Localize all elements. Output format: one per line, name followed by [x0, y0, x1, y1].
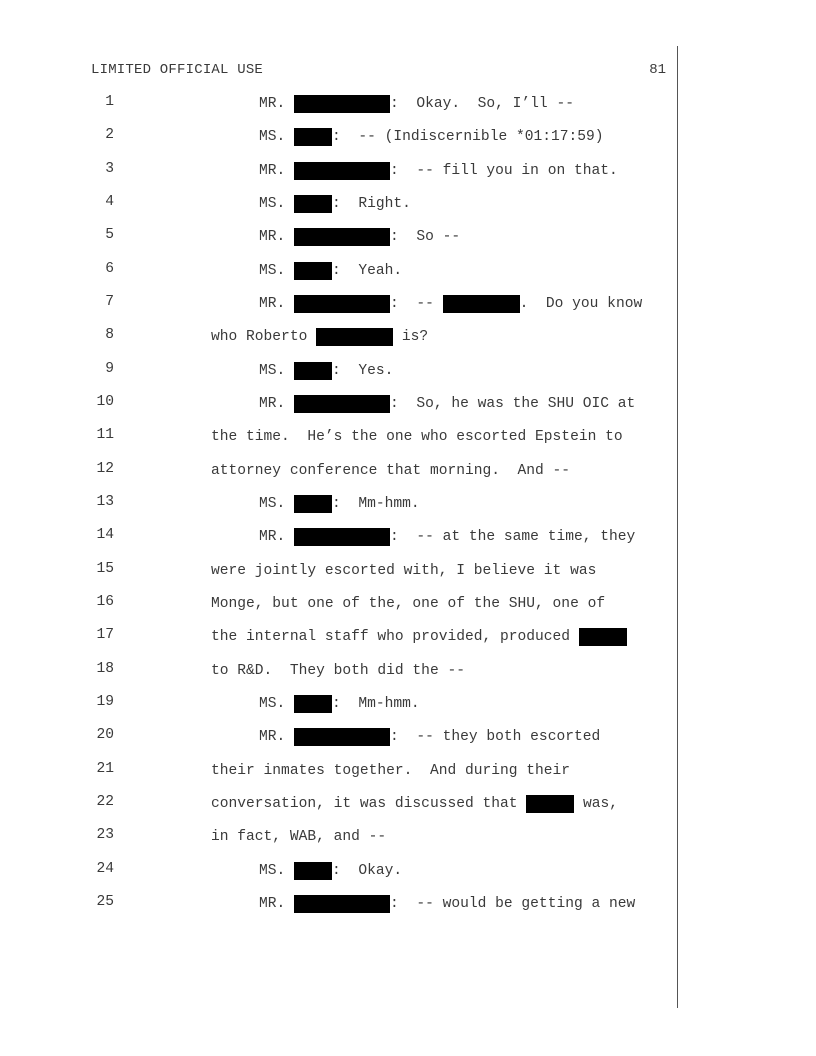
line-text	[211, 594, 605, 614]
speaker-prefix: MS.	[259, 263, 286, 279]
line-number: 1	[105, 94, 114, 110]
line-number: 23	[96, 827, 114, 843]
transcript-line	[0, 394, 680, 416]
speaker-prefix: MR.	[259, 296, 286, 312]
spoken-text: Mm-hmm.	[340, 496, 420, 512]
spoken-text: Yes.	[340, 363, 394, 379]
page-number: 81	[649, 62, 666, 78]
transcript-line	[0, 594, 680, 616]
transcript-line	[0, 827, 680, 849]
line-text	[211, 327, 428, 347]
speaker-prefix: MS.	[259, 496, 286, 512]
transcript-line	[0, 794, 680, 816]
transcript-line	[0, 461, 680, 483]
transcript-line	[0, 561, 680, 583]
redaction-box	[294, 895, 390, 913]
spoken-text: Yeah.	[340, 263, 403, 279]
line-text	[211, 561, 596, 581]
line-number: 11	[96, 427, 114, 443]
transcript-line	[0, 261, 680, 283]
redaction-box	[294, 128, 332, 146]
spoken-text: --	[398, 296, 443, 312]
transcript-line	[0, 894, 680, 916]
line-text: MS. : Yes.	[259, 363, 394, 379]
redaction-box	[579, 628, 627, 646]
line-number: 9	[105, 361, 114, 377]
transcript-line	[0, 661, 680, 683]
spoken-text: conversation, it was discussed that	[211, 796, 527, 812]
spoken-text: -- they both escorted	[398, 729, 601, 745]
speaker-prefix: MS.	[259, 696, 286, 712]
speaker-prefix: MR.	[259, 529, 286, 545]
redaction-box	[294, 695, 332, 713]
redaction-box	[294, 362, 332, 380]
spoken-text: attorney conference that morning. And --	[211, 463, 571, 479]
spoken-text: in fact, WAB, and --	[211, 829, 387, 845]
line-text: MR. : -- they both escorted	[259, 729, 601, 745]
spoken-text: Okay.	[340, 863, 403, 879]
line-text: MS. : Mm-hmm.	[259, 696, 420, 712]
redaction-box	[294, 162, 390, 180]
line-number: 3	[105, 161, 114, 177]
line-number: 20	[96, 727, 114, 743]
redaction-box	[526, 795, 574, 813]
transcript-line	[0, 761, 680, 783]
speaker-prefix: MR.	[259, 729, 286, 745]
line-text: MS. : Okay.	[259, 863, 403, 879]
transcript-line	[0, 527, 680, 549]
redaction-box	[294, 228, 390, 246]
spoken-text: is?	[393, 329, 429, 345]
line-text: MS. : Yeah.	[259, 263, 403, 279]
line-number: 22	[96, 794, 114, 810]
line-text: MR. : So --	[259, 229, 461, 245]
spoken-text: Monge, but one of the, one of the SHU, one of	[211, 596, 606, 612]
spoken-text: their inmates together. And during their	[211, 763, 571, 779]
redaction-box	[294, 728, 390, 746]
speaker-prefix: MS.	[259, 863, 286, 879]
spoken-text: who Roberto	[211, 329, 317, 345]
line-text: MR. : -- at the same time, they	[259, 529, 636, 545]
line-text: MS. : Mm-hmm.	[259, 496, 420, 512]
transcript-line	[0, 227, 680, 249]
redaction-box	[316, 328, 393, 346]
redaction-box	[294, 95, 390, 113]
transcript-line	[0, 427, 680, 449]
spoken-text: was,	[574, 796, 619, 812]
redaction-box	[294, 862, 332, 880]
line-number: 24	[96, 861, 114, 877]
spoken-text: -- (Indiscernible *01:17:59)	[340, 129, 604, 145]
spoken-text: So --	[398, 229, 461, 245]
line-text	[211, 427, 623, 447]
speaker-prefix: MR.	[259, 229, 286, 245]
speaker-prefix: MS.	[259, 363, 286, 379]
line-text: MR. : So, he was the SHU OIC at	[259, 396, 636, 412]
line-number: 6	[105, 261, 114, 277]
spoken-text: -- would be getting a new	[398, 896, 636, 912]
line-text	[211, 761, 570, 781]
line-number: 7	[105, 294, 114, 310]
line-number: 5	[105, 227, 114, 243]
line-text	[211, 461, 570, 481]
speaker-prefix: MS.	[259, 129, 286, 145]
line-text: MR. : -- fill you in on that.	[259, 163, 618, 179]
spoken-text: Right.	[340, 196, 411, 212]
spoken-text: Okay. So, I’ll --	[398, 96, 574, 112]
transcript-line	[0, 694, 680, 716]
line-number: 10	[96, 394, 114, 410]
line-text	[211, 661, 465, 681]
line-number: 14	[96, 527, 114, 543]
line-number: 19	[96, 694, 114, 710]
line-text: MS. : Right.	[259, 196, 411, 212]
line-text: MS. : -- (Indiscernible *01:17:59)	[259, 129, 604, 145]
transcript-line	[0, 861, 680, 883]
line-number: 25	[96, 894, 114, 910]
spoken-text: the time. He’s the one who escorted Epstein to	[211, 429, 623, 445]
line-text	[211, 827, 386, 847]
spoken-text: were jointly escorted with, I believe it was	[211, 563, 597, 579]
transcript-line	[0, 727, 680, 749]
spoken-text: -- fill you in on that.	[398, 163, 618, 179]
transcript-line	[0, 161, 680, 183]
transcript-line	[0, 361, 680, 383]
line-number: 13	[96, 494, 114, 510]
line-number: 21	[96, 761, 114, 777]
line-number: 8	[105, 327, 114, 343]
speaker-prefix: MS.	[259, 196, 286, 212]
speaker-prefix: MR.	[259, 96, 286, 112]
redaction-box	[294, 528, 390, 546]
line-text: MR. : -- would be getting a new	[259, 896, 636, 912]
redaction-box	[294, 495, 332, 513]
line-number: 15	[96, 561, 114, 577]
line-number: 2	[105, 127, 114, 143]
transcript-line	[0, 294, 680, 316]
line-text: MR. : -- . Do you know	[259, 296, 643, 312]
redaction-box	[294, 195, 332, 213]
line-text	[211, 794, 618, 814]
spoken-text: . Do you know	[519, 296, 643, 312]
speaker-prefix: MR.	[259, 896, 286, 912]
spoken-text: -- at the same time, they	[398, 529, 636, 545]
transcript-line	[0, 627, 680, 649]
transcript-line	[0, 94, 680, 116]
speaker-prefix: MR.	[259, 396, 286, 412]
line-number: 4	[105, 194, 114, 210]
redaction-box	[443, 295, 520, 313]
transcript-line	[0, 127, 680, 149]
spoken-text: the internal staff who provided, produced	[211, 629, 579, 645]
line-number: 16	[96, 594, 114, 610]
line-number: 12	[96, 461, 114, 477]
redaction-box	[294, 295, 390, 313]
transcript-line	[0, 327, 680, 349]
spoken-text: So, he was the SHU OIC at	[398, 396, 636, 412]
redaction-box	[294, 262, 332, 280]
transcript-line	[0, 194, 680, 216]
spoken-text: to R&D. They both did the --	[211, 663, 465, 679]
line-text	[211, 627, 627, 647]
classification-header: LIMITED OFFICIAL USE	[91, 62, 264, 78]
redaction-box	[294, 395, 390, 413]
transcript-line	[0, 494, 680, 516]
line-number: 18	[96, 661, 114, 677]
line-text: MR. : Okay. So, I’ll --	[259, 96, 574, 112]
speaker-prefix: MR.	[259, 163, 286, 179]
line-number: 17	[96, 627, 114, 643]
spoken-text: Mm-hmm.	[340, 696, 420, 712]
